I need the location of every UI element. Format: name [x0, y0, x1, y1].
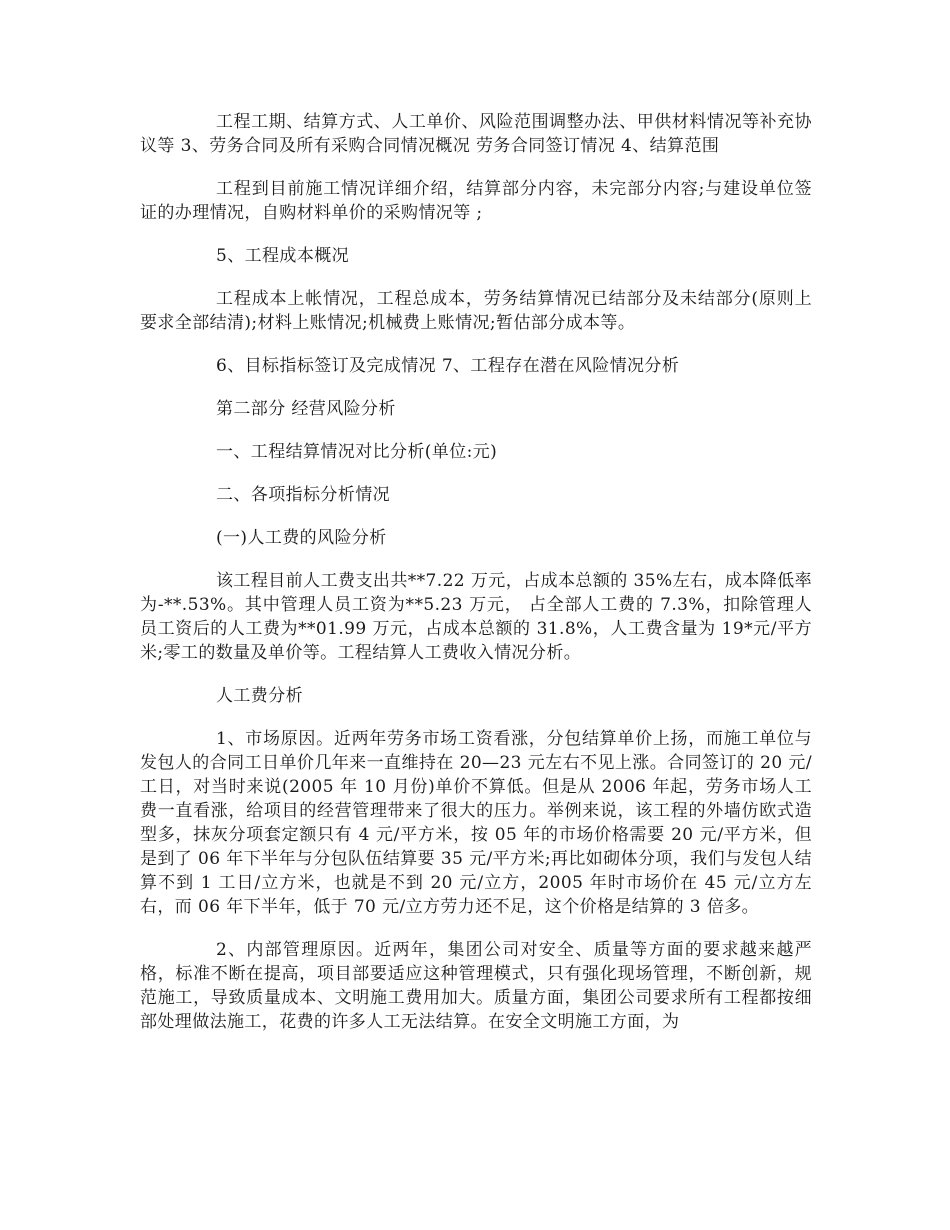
heading-indicator-analysis: 二、各项指标分析情况 — [216, 485, 390, 505]
paragraph-construction-status: 工程到目前施工情况详细介绍，结算部分内容，未完部分内容;与建设单位签证的办理情况，自购材料单价的采购情况等 ; — [140, 179, 812, 223]
paragraph-internal-management: 2、内部管理原因。近两年，集团公司对安全、质量等方面的要求越来越严格，标准不断在提高，项目部要适应这种管理模式，只有强化现场管理，不断创新，规范施工，导致质量成本、文明施工费用加大。质量方面，集团公司要求所有工程都按细部处理做法施工，花费的许多人工无法结算。在安全文明施工方面，为 — [140, 940, 812, 1032]
heading-targets-risks: 6、目标指标签订及完成情况 7、工程存在潜在风险情况分析 — [216, 356, 680, 376]
heading-labor-analysis: 人工费分析 — [216, 686, 303, 706]
heading-settlement-comparison: 一、工程结算情况对比分析(单位:元) — [216, 442, 498, 462]
paragraph-market-reasons: 1、市场原因。近两年劳务市场工资看涨，分包结算单价上扬，而施工单位与发包人的合同工日单价几年来一直维持在 20—23 元左右不见上涨。合同签订的 20 元/工日，对当时来说(2005 年 10 月份)单价不算低。但是从 2006 年起，劳务市场人工费一直看涨，给项目的经营管理带来了很大的压力。举例来说，该工程的外墙仿欧式造型多，抹灰分项套定额只有 4 元/平方米，按 05 年的市场价格需要 20 元/平方米，但是到了 06 年下半年与分包队伍结算要 35 元/平方米;再比如砌体分项，我们与发包人结算不到 1 工日/立方米，也就是不到 20 元/立方，2005 年时市场价在 45 元/立方左右，而 06 年下半年，低于 70 元/立方劳力还不足，这个价格是结算的 3 倍多。 — [140, 729, 812, 917]
paragraph-labor-cost-figures: 该工程目前人工费支出共**7.22 万元，占成本总额的 35%左右，成本降低率为-**.53%。其中管理人员工资为**5.23 万元， 占全部人工费的 7.3%，扣除管理人员工资后的人工费为**01.99 万元，占成本总额的 31.8%，人工费含量为 19*元/平方米;零工的数量及单价等。工程结算人工费收入情况分析。 — [140, 571, 812, 663]
document-body — [140, 110, 812, 1053]
heading-cost-overview: 5、工程成本概况 — [216, 246, 350, 266]
paragraph-cost-details: 工程成本上帐情况，工程总成本，劳务结算情况已结部分及未结部分(原则上要求全部结清);材料上账情况;机械费上账情况;暂估部分成本等。 — [140, 289, 812, 333]
paragraph-supplementary-agreements: 工程工期、结算方式、人工单价、风险范围调整办法、甲供材料情况等补充协议等 3、劳务合同及所有采购合同情况概况 劳务合同签订情况 4、结算范围 — [140, 112, 812, 156]
heading-part-two: 第二部分 经营风险分析 — [216, 399, 396, 419]
heading-labor-risk: (一)人工费的风险分析 — [216, 528, 387, 548]
